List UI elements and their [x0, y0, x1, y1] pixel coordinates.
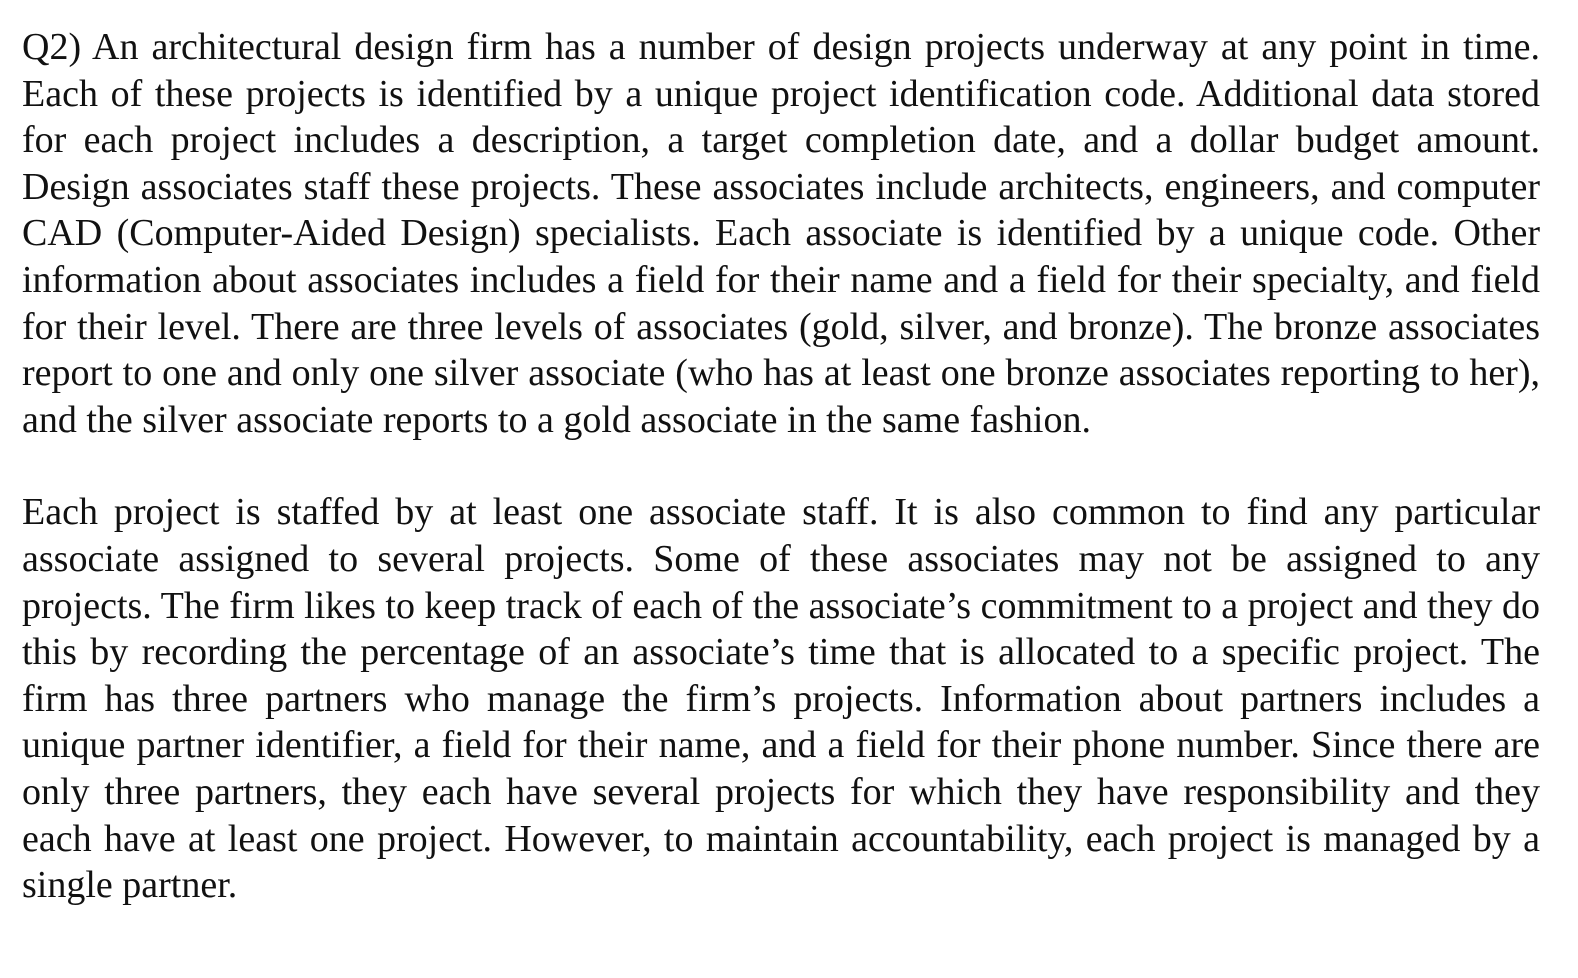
document-body: [22, 24, 1540, 909]
paragraph-question-q2: Q2) An architectural design firm has a number of design projects underway at any point in time. Each of these projects is identified by a unique project identification code. Additional data stored for each project includes a description, a target completion date, and a dollar budget amount. Design associates staff these projects. These associates include architects, engineers, and computer CAD (Computer-Aided Design) specialists. Each associate is identified by a unique code. Other information about associates includes a field for their name and a field for their specialty, and field for their level. There are three levels of associates (gold, silver, and bronze). The bronze associates report to one and only one silver associate (who has at least one bronze associates reporting to her), and the silver associate reports to a gold associate in the same fashion.: [22, 26, 1540, 441]
paragraph-staffing-partners: Each project is staffed by at least one associate staff. It is also common to find any particular associate assigned to several projects. Some of these associates may not be assigned to any projects. The firm likes to keep track of each of the associate’s commitment to a project and they do this by recording the percentage of an associate’s time that is allocated to a specific project. The firm has three partners who manage the firm’s projects. Information about partners includes a unique partner identifier, a field for their name, and a field for their phone number. Since there are only three partners, they each have several projects for which they have responsibility and they each have at least one project. However, to maintain accountability, each project is managed by a single partner.: [22, 491, 1540, 907]
